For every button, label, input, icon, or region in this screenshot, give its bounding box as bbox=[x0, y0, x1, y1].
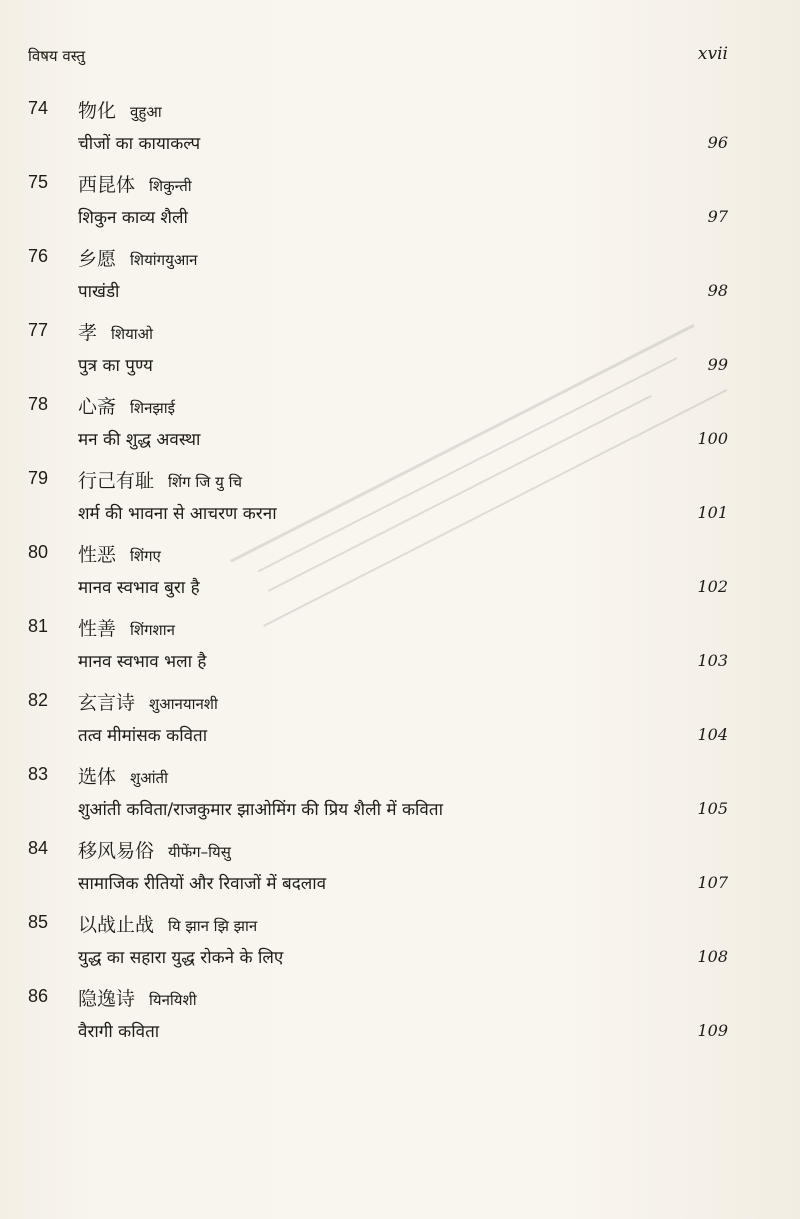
entry-page: 98 bbox=[707, 281, 728, 300]
entry-number: 82 bbox=[28, 690, 49, 710]
entry-page: 108 bbox=[697, 947, 728, 966]
entry-pronunciation: यीफेंग–यिसु bbox=[168, 843, 231, 861]
entry-number: 84 bbox=[28, 838, 49, 858]
entry-meaning: पुत्र का पुण्य bbox=[78, 356, 153, 376]
entry-page: 102 bbox=[697, 577, 728, 596]
entry-page: 109 bbox=[697, 1021, 728, 1040]
list-item bbox=[0, 246, 800, 312]
entry-term bbox=[78, 984, 197, 1011]
entry-number: 83 bbox=[28, 764, 49, 784]
entry-number: 86 bbox=[28, 986, 49, 1006]
list-item bbox=[0, 616, 800, 682]
entry-term bbox=[78, 392, 175, 419]
entry-meaning: चीजों का कायाकल्प bbox=[78, 134, 201, 154]
entry-chinese: 心斋 bbox=[78, 396, 117, 418]
list-item bbox=[0, 394, 800, 460]
entry-number: 80 bbox=[28, 542, 49, 562]
entry-pronunciation: शियाओ bbox=[111, 325, 154, 343]
entry-term bbox=[78, 614, 175, 641]
entry-pronunciation: शिकुन्ती bbox=[149, 177, 192, 195]
entry-meaning: वैरागी कविता bbox=[78, 1022, 160, 1042]
entry-chinese: 乡愿 bbox=[78, 248, 117, 270]
entry-chinese: 以战止战 bbox=[78, 914, 155, 936]
entry-number: 81 bbox=[28, 616, 49, 636]
entry-term bbox=[78, 170, 192, 197]
entry-meaning: मानव स्वभाव भला है bbox=[78, 652, 207, 672]
entry-page: 101 bbox=[697, 503, 728, 522]
entry-meaning: तत्व मीमांसक कविता bbox=[78, 726, 208, 746]
entry-number: 77 bbox=[28, 320, 49, 340]
entry-chinese: 性善 bbox=[78, 618, 117, 640]
entry-meaning: मन की शुद्ध अवस्था bbox=[78, 430, 201, 450]
entry-number: 74 bbox=[28, 98, 49, 118]
list-item bbox=[0, 468, 800, 534]
entry-chinese: 玄言诗 bbox=[78, 692, 136, 714]
entry-pronunciation: शुआनयानशी bbox=[149, 695, 218, 713]
list-item bbox=[0, 542, 800, 608]
entry-number: 76 bbox=[28, 246, 49, 266]
entry-term bbox=[78, 540, 161, 567]
entry-page: 104 bbox=[697, 725, 728, 744]
list-item bbox=[0, 912, 800, 978]
entry-meaning: सामाजिक रीतियों और रिवाजों में बदलाव bbox=[78, 874, 327, 894]
entry-pronunciation: शियांगयुआन bbox=[130, 251, 198, 269]
entry-pronunciation: शिंगए bbox=[130, 547, 161, 565]
list-item bbox=[0, 690, 800, 756]
list-item bbox=[0, 764, 800, 830]
entry-pronunciation: वुहुआ bbox=[130, 103, 162, 121]
list-item bbox=[0, 98, 800, 164]
entry-pronunciation: यिनयिशी bbox=[149, 991, 197, 1009]
entry-chinese: 移风易俗 bbox=[78, 840, 155, 862]
entry-term bbox=[78, 318, 153, 345]
entry-chinese: 隐逸诗 bbox=[78, 988, 136, 1010]
running-head: विषय वस्तु bbox=[28, 47, 86, 65]
entry-pronunciation: शिंगशान bbox=[130, 621, 175, 639]
entry-term bbox=[78, 96, 162, 123]
entry-term bbox=[78, 910, 257, 937]
entry-number: 75 bbox=[28, 172, 49, 192]
entry-term bbox=[78, 762, 168, 789]
entry-page: 100 bbox=[697, 429, 728, 448]
list-item bbox=[0, 172, 800, 238]
entry-term bbox=[78, 688, 218, 715]
entry-chinese: 行己有耻 bbox=[78, 470, 155, 492]
entry-term bbox=[78, 466, 242, 493]
list-item bbox=[0, 320, 800, 386]
entry-meaning: युद्ध का सहारा युद्ध रोकने के लिए bbox=[78, 948, 284, 968]
entry-chinese: 西昆体 bbox=[78, 174, 136, 196]
entry-meaning: शर्म की भावना से आचरण करना bbox=[78, 504, 277, 524]
page-number: xvii bbox=[697, 44, 728, 64]
entry-page: 103 bbox=[697, 651, 728, 670]
list-item bbox=[0, 838, 800, 904]
entry-term bbox=[78, 836, 231, 863]
entry-chinese: 物化 bbox=[78, 100, 117, 122]
list-item bbox=[0, 986, 800, 1052]
entry-pronunciation: यि झान झि झान bbox=[168, 917, 258, 935]
entry-pronunciation: शुआंती bbox=[130, 769, 168, 787]
entry-pronunciation: शिनझाई bbox=[130, 399, 176, 417]
entry-pronunciation: शिंग जि यु चि bbox=[168, 473, 242, 491]
entry-meaning: पाखंडी bbox=[78, 282, 120, 302]
entry-meaning: शुआंती कविता/राजकुमार झाओमिंग की प्रिय शैली में कविता bbox=[78, 800, 443, 820]
entry-meaning: मानव स्वभाव बुरा है bbox=[78, 578, 200, 598]
entry-page: 97 bbox=[707, 207, 728, 226]
entry-term bbox=[78, 244, 198, 271]
entry-chinese: 性恶 bbox=[78, 544, 117, 566]
entry-page: 99 bbox=[707, 355, 728, 374]
entry-chinese: 孝 bbox=[78, 322, 98, 344]
entry-page: 105 bbox=[697, 799, 728, 818]
entry-number: 85 bbox=[28, 912, 49, 932]
entry-chinese: 选体 bbox=[78, 766, 117, 788]
entry-page: 107 bbox=[697, 873, 728, 892]
entry-meaning: शिकुन काव्य शैली bbox=[78, 208, 188, 228]
entry-number: 78 bbox=[28, 394, 49, 414]
entry-number: 79 bbox=[28, 468, 49, 488]
entry-page: 96 bbox=[707, 133, 728, 152]
